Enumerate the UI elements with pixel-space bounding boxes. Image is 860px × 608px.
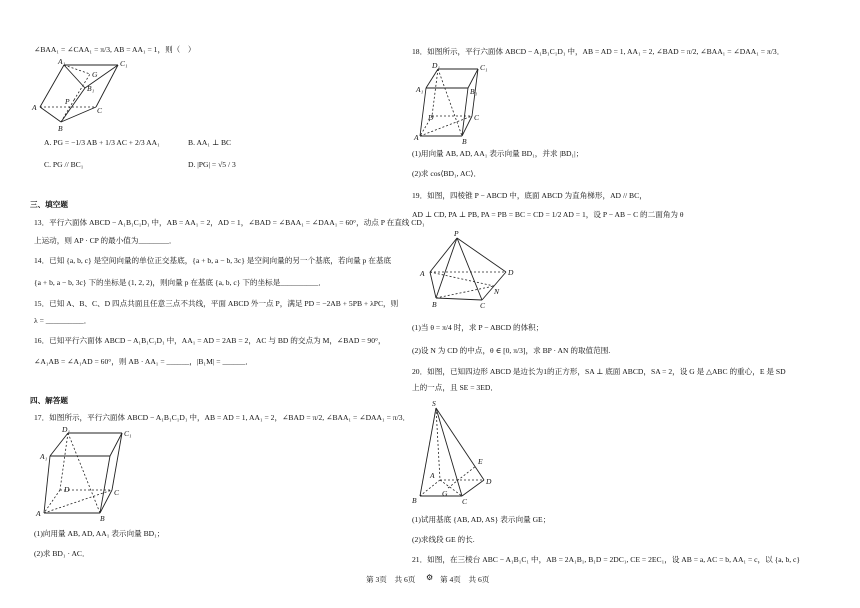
q19-part2: (2)设 N 为 CD 的中点，θ ∈ [0, π/3]，求 BP · AN 的取值范围. — [412, 346, 611, 355]
q19-label: A — [420, 269, 425, 278]
q15-line1: 15．已知 A、B、C、D 四点共面且任意三点不共线，平面 ABCD 外一点 P，满足 PD = −2AB + 5PB + λPC，则 — [34, 299, 399, 308]
q12-label: C₁ — [120, 59, 128, 68]
q12-label: A₁ — [58, 57, 66, 66]
q20-label: D — [486, 477, 492, 486]
q13-line1: 13．平行六面体 ABCD − A₁B₁C₁D₁ 中，AB = AA₁ = 2，AD = 1，∠BAD = ∠BAA₁ = ∠DAA₁ = 60°，动点 P 在直线 CD₁ — [34, 218, 425, 227]
q20-part2: (2)求线段 GE 的长. — [412, 535, 475, 544]
q18-label: D₁ — [432, 61, 441, 70]
q18-label: D — [428, 113, 434, 122]
q18-label: C₁ — [480, 63, 488, 72]
q12-label: A — [32, 103, 37, 112]
q17-label: C₁ — [124, 429, 132, 438]
q19-label: C — [480, 301, 486, 310]
q12-label: B — [58, 124, 63, 133]
q20-label: A — [430, 471, 435, 480]
q16-line1: 16．已知平行六面体 ABCD − A₁B₁C₁D₁ 中，AA₁ = AD = 2AB = 2，AC 与 BD 的交点为 M，∠BAD = 90°， — [34, 336, 386, 345]
q14-line2: {a + b, a − b, 3c} 下的坐标是 (1, 2, 2)，则向量 p 在基底 {a, b, c} 下的坐标是__________． — [34, 278, 326, 287]
q12-option-d: D. |PG| = √5 / 3 — [188, 160, 236, 169]
q18-line1: 18．如图所示，平行六面体 ABCD − A₁B₁C₁D₁ 中，AB = AD = 1, AA₁ = 2, ∠BAD = π/2, ∠BAA₁ = ∠DAA₁ = π/3． — [412, 47, 785, 56]
q12-label: C — [97, 106, 103, 115]
gear-icon: ⚙ — [426, 573, 434, 582]
q17-line1: 17．如图所示，平行六面体 ABCD − A₁B₁C₁D₁ 中，AB = AD = 1, AA₁ = 2，∠BAD = π/2, ∠BAA₁ = ∠DAA₁ = π/3． — [34, 413, 411, 422]
q17-label: A₁ — [40, 452, 48, 461]
q19-label: D — [508, 268, 514, 277]
q18-part2: (2)求 cos⟨BD₁, AC⟩． — [412, 169, 482, 178]
q18-label: C — [474, 113, 480, 122]
section-solve-heading: 四、解答题 — [30, 396, 68, 405]
q19-label: B — [432, 300, 437, 309]
q19-line1: 19．如图，四棱锥 P − ABCD 中，底面 ABCD 为直角梯形，AD // BC， — [412, 191, 647, 200]
q17-label: B — [100, 514, 105, 523]
q17-part2: (2)求 BD₁ · AC． — [34, 549, 90, 558]
left-column — [30, 0, 430, 570]
q20-label: B — [412, 496, 417, 505]
q20-label: C — [462, 497, 468, 506]
q17-label: A — [36, 509, 41, 518]
q14-line1: 14．已知 {a, b, c} 是空间向量的单位正交基底，{a + b, a − b, 3c} 是空间向量的另一个基底，若向量 p 在基底 — [34, 256, 392, 265]
q18-label: B₁ — [470, 87, 478, 96]
q17-label: D — [64, 485, 70, 494]
q12-label: B₁ — [87, 84, 95, 93]
footer-right-page-number: 第 4页 共 6页 — [440, 575, 490, 584]
q19-line2: AD ⊥ CD, PA ⊥ PB, PA = PB = BC = CD = 1/2 AD = 1，设 P − AB − C 的二面角为 θ — [412, 210, 684, 219]
q20-label: E — [478, 457, 483, 466]
q12-option-b: B. AA₁ ⊥ BC — [188, 138, 232, 147]
q20-line2: 上的一点，且 SE = 3ED． — [412, 383, 498, 392]
section-fill-blank-heading: 三、填空题 — [30, 200, 68, 209]
q12-stem-tail: ∠BAA₁ = ∠CAA₁ = π/3, AB = AA₁ = 1，则（ ） — [34, 45, 196, 54]
q17-parallelepiped-figure — [36, 425, 154, 523]
q12-label: G — [92, 70, 98, 79]
q12-option-a: A. PG = −1/3 AB + 1/3 AC + 2/3 AA₁ — [44, 138, 160, 147]
q17-label: D₁ — [62, 425, 71, 434]
q12-option-c: C. PG // BC₁ — [44, 160, 84, 169]
right-column — [412, 0, 812, 570]
q19-label: P — [454, 229, 459, 238]
q15-line2: λ = __________． — [34, 316, 92, 325]
q13-line2: 上运动，则 AP · CP 的最小值为________． — [34, 236, 177, 245]
q16-line2: ∠A₁AB = ∠A₁AD = 60°，则 AB · AA₁ = ______，|B₁M| = ______． — [34, 357, 253, 366]
q20-line1: 20．如图，已知四边形 ABCD 是边长为1的正方形，SA ⊥ 底面 ABCD，SA = 2，设 G 是 △ABC 的重心，E 是 SD — [412, 367, 786, 376]
q18-parallelepiped-figure — [414, 61, 495, 146]
footer-left-page-number: 第 3页 共 6页 — [366, 575, 416, 584]
q12-label: P — [65, 97, 70, 106]
q21-line1: 21．如图，在三棱台 ABC − A₁B₁C₁ 中，AB = 2A₁B₁, B₁D = 2DC₁, CE = 2EC₁，设 AB = a, AC = b, AA₁ = c，以 {a, b, c} — [412, 555, 801, 564]
q19-part1: (1)当 θ = π/4 时，求 P − ABCD 的体积； — [412, 323, 544, 332]
q20-part1: (1)试用基底 {AB, AD, AS} 表示向量 GE； — [412, 515, 551, 524]
q19-label: N — [494, 287, 500, 296]
q18-label: B — [462, 137, 467, 146]
q19-pyramid-figure — [420, 229, 515, 310]
q18-part1: (1)用向量 AB, AD, AA₁ 表示向量 BD₁，并求 |BD₁|； — [412, 149, 584, 158]
q12-prism-figure — [32, 57, 144, 135]
q20-label: G — [442, 489, 448, 498]
q17-label: C — [114, 488, 120, 497]
q17-part1: (1)向用量 AB, AD, AA₁ 表示向量 BD₁； — [34, 529, 165, 538]
q18-label: A₁ — [416, 85, 424, 94]
q18-label: A — [414, 133, 419, 142]
q20-label: S — [432, 399, 436, 408]
q20-pyramid-figure — [412, 399, 508, 506]
